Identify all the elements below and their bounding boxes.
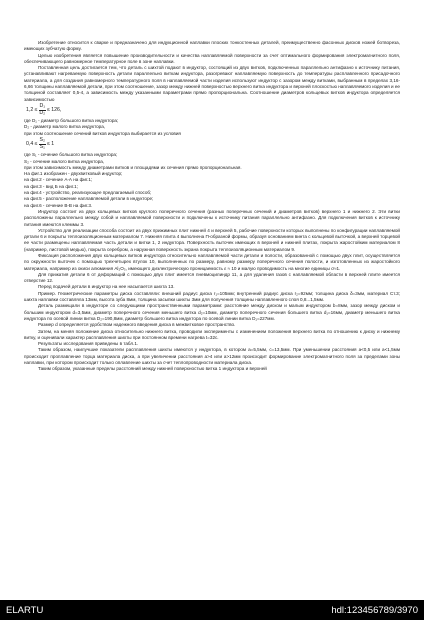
definition-line: где S₁ - сечение большого витка индуктора; xyxy=(24,152,118,158)
formula-suffix: ≤ 1 xyxy=(46,140,55,147)
formula-diameter-ratio xyxy=(26,104,400,116)
paragraph: Устройство для реализации способа состоит из двух прижимных плит нижней 4 и верхней 5, рабочие поверхности которых выполнены по конфигурации наплавляемой детали 6 и покрыты теплоизоляционным материалом 7. Нижняя плита 4 выполнена П-образной формы, образуя основанием винта с кольцевой выточкой, а верхней торцевой ее части размещены наплавляемая часть детали и витки 1, 2 индуктора. Поверхность выточек имеющих в верхней и нижней плитах, покрыта жаростойким материалом 8 (например, листовой медью), покрыта серебром, а наружная поверхность экрана покрыта теплоизоляционным материалом 9. xyxy=(24,227,400,252)
formula-suffix: ≤ 126, xyxy=(47,106,62,113)
figure-caption: на фиг.6 - сечение В-В на фиг.3. xyxy=(24,202,93,208)
paragraph: Целью изобретения является повышение производительности и качества наплавляемой поверхности за счет оптимального формирования электромагнитного поля, обеспечивающего равномерное температурное поле в зоне наплавки. xyxy=(24,52,400,64)
repository-label: ELARTU xyxy=(6,604,44,616)
figure-caption: на фиг.3 - вид Б на фиг.1; xyxy=(24,183,78,189)
figure-caption: на фиг.2 - сечение А-А на фиг.1; xyxy=(24,177,93,183)
paragraph: Перед подачей детали в индуктор на нее насыпается шихта 13. xyxy=(38,284,175,290)
definition-line: D₂ - диаметр малого витка индуктора, xyxy=(24,124,106,130)
paragraph: Фиксация расположения двух кольцевых витков индуктора относительно наплавляемой части детали и полости, образованной с помощью двух плит, осуществляется по окружности выточек с помощью трехчетырех втулок 10, выполненных по размеру, равному размеру поперечного сечения полости, и изготовленных из жаростойкого материала, например из окиси алюминия Al₂O₃, имеющего диэлектрическую проницаемость ε ≈ 10 и малую проводимость на многие единицы σ≈1. xyxy=(24,252,400,271)
formula-fraction xyxy=(39,138,46,150)
definition-line: при этом соотношение сечений витков индуктора выбирается из условия xyxy=(24,130,181,136)
formula-denominator: S₁ xyxy=(39,143,45,150)
footer-bar xyxy=(0,600,424,620)
handle-link[interactable]: hdl:123456789/3970 xyxy=(331,604,418,616)
figure-caption: на фиг.5 - расположение наплавляемой детали в индукторе; xyxy=(24,196,154,202)
paragraph: Поставленная цель достигается тем, что деталь с шихтой подают в индуктор, состоящий из двух витков, подключенных параллельно антифазно к источнику питания, устанавливают нагреваемую поверхность детали параллельно виткам индуктора, разогревают наплавляемую поверхность до температуры расплавленного присадочного материала, а для создания равномерного температурного поля в наплавляемой части изделия используют индуктор с зазором между витками, выбранным в пределах 3,16-6,66 толщины наплавляемой детали, при этом соотношение, зазор между нижней поверхностью верхнего витка индуктора и верхней плоскостью наплавляемого изделия и ее толщиной составляет 0,5-4, а зависимость между указанными параметрами прямо пропорциональна. Соотношение диаметров кольцевых витков индуктора определяется зависимостью xyxy=(24,65,400,102)
figure-caption: на фиг.4 - устройство, реализующее предлагаемый способ; xyxy=(24,190,152,196)
paragraph: Размер d определяется удобством надежного введения диска в межвитковое пространство. xyxy=(38,322,236,328)
formula-denominator: D₂ xyxy=(39,109,46,116)
formula-fraction xyxy=(39,104,47,116)
definition-line: S₂ - сечение малого витка индуктора, xyxy=(24,158,105,164)
paragraph: Для прижатия детали 6 от деформаций с помощью двух плит имеется пневмоцилиндр 11, а для удаления газов с наплавляемой области в верхней плите имеется отверстие 12. xyxy=(24,271,400,284)
formula-prefix: 0,4 ≤ xyxy=(26,140,38,147)
formula-section-ratio xyxy=(26,138,400,150)
formula-prefix: 1,2 ≤ xyxy=(26,106,38,113)
paragraph: Таким образом, указанные пределы расстояний между нижней поверхностью витка 1 индуктора и верхней xyxy=(38,366,267,372)
figure-caption: На фиг.1 изображен - двухвитковый индуктор; xyxy=(24,171,123,177)
paragraph: Таким образом, наилучшие показатели расплавления шихты имеются у индуктора, в котором а=5,5мм, с=13,5мм. При уменьшении расстояния a<0,5 или a<1,5мм происходит проплавление торца материала диска, а при увеличении расстояния a>4 или a>12мм происходит формирование электромагнитного поля за пределами зоны наплавки, при котором происходит только оплавление шихты за счет теплопроводности материала диска. xyxy=(24,347,400,366)
formula-numerator: D₁ xyxy=(39,102,45,109)
paragraph: Индуктор состоит из двух кольцевых витков круглого поперечного сечения (разных поперечных сечений и диаметров витков) верхнего 1 и нижнего 2. Эти витки расположены параллельно между собой и наплавляемой поверхности и подключены к источнику питания параллельно антифазно. Для подключения витков к источнику питания имеются клеммы 3. xyxy=(24,208,400,227)
definition-line: при этом зависимость между диаметрами витков и площадями их сечения прямо пропорциональная. xyxy=(24,164,242,170)
paragraph: Деталь размещали в индукторе со следующими пространственными параметрами: расстояние между диском и малым индуктором b=8мм, зазор между диском и большим индуктором d=3,5мм, диаметр поперечного сечения меньшего витка d₂=10мм, диаметр поперечного сечения большего витка d₁=16мм, диаметр меньшего витка индуктора по осевой линии витка D₂=190,8мм, диаметр большего витка индуктора по осевой линии витка D₁=227мм. xyxy=(24,303,400,321)
document-text xyxy=(24,40,400,596)
paragraph: Изобретение относится к сварке и предназначено для индукционной наплавки плоских тонкостенных деталей, преимущественно фасонных дисков ножей ботвореза, имеющих зубчатую форму. xyxy=(24,40,400,52)
formula-numerator: S₂ xyxy=(39,137,45,144)
paragraph: Затем, на меняя положение диска относительно нижнего витка, проводили эксперименты с изменением положения верхнего витка по отношению к диску и нижнему витку, и оценивали характер расплавления шихты при постоянном времени нагрева t=32с. xyxy=(24,328,400,340)
definition-line: где D₁ - диаметр большого витка индуктора; xyxy=(24,118,119,124)
paragraph: Результаты исследования приведены в табл.1. xyxy=(38,341,139,347)
paragraph: Пример. Геометрические параметры диска составляли: внешний радиус диска r₁=105мм; внутренний радиус диска r₂=92мм; толщина диска δ=3мм, материал Ст.3; шихта наплавки составляла 13мм, высота зуба 8мм, толщина засыпки шихты 3мм для получения толщины наплавленного слоя 0,8...1,5мм. xyxy=(24,290,400,303)
